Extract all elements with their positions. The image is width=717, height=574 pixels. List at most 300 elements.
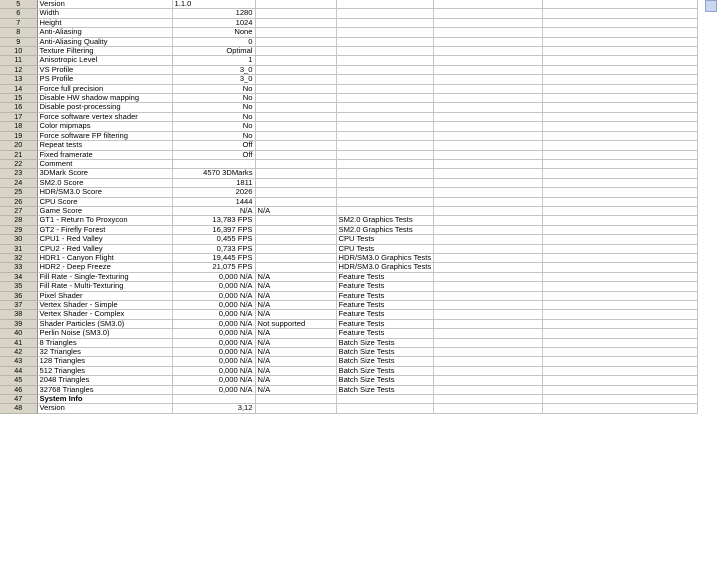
cell-label[interactable]: Pixel Shader [37,291,172,300]
row-header[interactable]: 12 [0,65,37,74]
cell-empty[interactable] [434,37,543,46]
row-header[interactable]: 17 [0,112,37,121]
cell-value[interactable]: 0,000 N/A [172,348,255,357]
cell-extra[interactable] [255,404,336,413]
row-header[interactable]: 44 [0,366,37,375]
cell-value[interactable]: No [172,112,255,121]
cell-extra[interactable]: N/A [255,272,336,281]
cell-empty[interactable] [434,225,543,234]
cell-group[interactable] [336,197,434,206]
cell-empty[interactable] [543,178,698,187]
cell-extra[interactable] [255,94,336,103]
cell-value[interactable]: 0,000 N/A [172,301,255,310]
row-header[interactable]: 37 [0,301,37,310]
cell-extra[interactable] [255,65,336,74]
cell-value[interactable]: 3_0 [172,75,255,84]
cell-empty[interactable] [543,141,698,150]
cell-label[interactable]: SM2.0 Score [37,178,172,187]
cell-empty[interactable] [434,131,543,140]
cell-value[interactable]: 0,000 N/A [172,376,255,385]
cell-group[interactable] [336,56,434,65]
cell-extra[interactable] [255,37,336,46]
cell-empty[interactable] [543,122,698,131]
cell-empty[interactable] [543,112,698,121]
row-header[interactable]: 18 [0,122,37,131]
cell-value[interactable]: No [172,103,255,112]
cell-value[interactable]: 0,000 N/A [172,338,255,347]
cell-value[interactable]: 0,000 N/A [172,329,255,338]
cell-empty[interactable] [434,301,543,310]
cell-empty[interactable] [543,282,698,291]
cell-empty[interactable] [434,197,543,206]
row-header[interactable]: 10 [0,47,37,56]
cell-label[interactable]: CPU1 - Red Valley [37,235,172,244]
cell-label[interactable]: Repeat tests [37,141,172,150]
cell-empty[interactable] [543,263,698,272]
cell-label[interactable]: 3DMark Score [37,169,172,178]
row-header[interactable]: 8 [0,28,37,37]
cell-group[interactable] [336,404,434,413]
row-header[interactable]: 47 [0,395,37,404]
cell-value[interactable]: No [172,84,255,93]
cell-value[interactable]: 3_0 [172,65,255,74]
cell-group[interactable]: Batch Size Tests [336,376,434,385]
cell-empty[interactable] [543,28,698,37]
cell-group[interactable]: Batch Size Tests [336,348,434,357]
cell-empty[interactable] [434,178,543,187]
cell-label[interactable]: GT2 - Firefly Forest [37,225,172,234]
cell-empty[interactable] [434,253,543,262]
cell-label[interactable]: System Info [37,395,172,404]
row-header[interactable]: 26 [0,197,37,206]
cell-group[interactable] [336,37,434,46]
cell-value[interactable]: 0,000 N/A [172,272,255,281]
cell-empty[interactable] [543,310,698,319]
cell-extra[interactable]: N/A [255,376,336,385]
cell-empty[interactable] [434,103,543,112]
cell-label[interactable]: Anti-Aliasing Quality [37,37,172,46]
cell-empty[interactable] [543,131,698,140]
cell-empty[interactable] [434,94,543,103]
cell-group[interactable]: Feature Tests [336,329,434,338]
cell-group[interactable]: Batch Size Tests [336,338,434,347]
cell-group[interactable] [336,178,434,187]
row-header[interactable]: 21 [0,150,37,159]
cell-value[interactable]: None [172,28,255,37]
cell-group[interactable] [336,395,434,404]
cell-extra[interactable] [255,263,336,272]
cell-value[interactable]: No [172,131,255,140]
cell-empty[interactable] [543,103,698,112]
cell-empty[interactable] [434,310,543,319]
cell-value[interactable]: 19,445 FPS [172,253,255,262]
cell-value[interactable]: 4570 3DMarks [172,169,255,178]
cell-group[interactable]: HDR/SM3.0 Graphics Tests [336,253,434,262]
row-header[interactable]: 40 [0,329,37,338]
cell-group[interactable]: SM2.0 Graphics Tests [336,225,434,234]
cell-empty[interactable] [543,169,698,178]
cell-extra[interactable] [255,0,336,9]
vertical-scrollbar-thumb[interactable] [705,0,717,12]
cell-value[interactable]: 0,000 N/A [172,357,255,366]
cell-empty[interactable] [434,216,543,225]
cell-extra[interactable]: N/A [255,329,336,338]
cell-label[interactable]: VS Profile [37,65,172,74]
cell-extra[interactable] [255,131,336,140]
cell-value[interactable]: Off [172,150,255,159]
cell-value[interactable]: N/A [172,206,255,215]
cell-group[interactable]: Feature Tests [336,291,434,300]
cell-empty[interactable] [434,235,543,244]
cell-extra[interactable] [255,9,336,18]
cell-empty[interactable] [543,319,698,328]
cell-extra[interactable] [255,178,336,187]
cell-label[interactable]: Fill Rate - Multi-Texturing [37,282,172,291]
cell-empty[interactable] [543,338,698,347]
cell-label[interactable]: 32768 Triangles [37,385,172,394]
row-header[interactable]: 46 [0,385,37,394]
cell-label[interactable]: 2048 Triangles [37,376,172,385]
cell-empty[interactable] [543,56,698,65]
cell-empty[interactable] [434,319,543,328]
row-header[interactable]: 20 [0,141,37,150]
cell-extra[interactable] [255,141,336,150]
cell-empty[interactable] [543,404,698,413]
cell-group[interactable]: Batch Size Tests [336,366,434,375]
row-header[interactable]: 15 [0,94,37,103]
cell-empty[interactable] [434,188,543,197]
cell-group[interactable] [336,150,434,159]
cell-empty[interactable] [543,9,698,18]
cell-empty[interactable] [434,244,543,253]
cell-group[interactable] [336,47,434,56]
cell-value[interactable]: 0,000 N/A [172,282,255,291]
cell-empty[interactable] [543,395,698,404]
cell-empty[interactable] [434,282,543,291]
cell-label[interactable]: Anti-Aliasing [37,28,172,37]
cell-group[interactable] [336,84,434,93]
cell-group[interactable]: Feature Tests [336,301,434,310]
cell-extra[interactable] [255,103,336,112]
row-header[interactable]: 33 [0,263,37,272]
cell-empty[interactable] [434,150,543,159]
row-header[interactable]: 43 [0,357,37,366]
cell-extra[interactable] [255,159,336,168]
cell-label[interactable]: Fill Rate - Single-Texturing [37,272,172,281]
cell-empty[interactable] [543,272,698,281]
cell-extra[interactable] [255,235,336,244]
cell-label[interactable]: 512 Triangles [37,366,172,375]
cell-label[interactable]: 8 Triangles [37,338,172,347]
cell-extra[interactable] [255,18,336,27]
cell-value[interactable]: 1 [172,56,255,65]
cell-empty[interactable] [434,348,543,357]
cell-label[interactable]: CPU2 - Red Valley [37,244,172,253]
cell-value[interactable]: 1280 [172,9,255,18]
row-header[interactable]: 5 [0,0,37,9]
row-header[interactable]: 24 [0,178,37,187]
cell-value[interactable]: 0 [172,37,255,46]
cell-empty[interactable] [434,84,543,93]
cell-group[interactable]: Feature Tests [336,272,434,281]
cell-extra[interactable] [255,188,336,197]
cell-value[interactable]: 0,455 FPS [172,235,255,244]
cell-empty[interactable] [434,75,543,84]
cell-value[interactable]: 13,783 FPS [172,216,255,225]
cell-empty[interactable] [434,385,543,394]
cell-empty[interactable] [434,272,543,281]
row-header[interactable]: 35 [0,282,37,291]
cell-empty[interactable] [434,47,543,56]
cell-extra[interactable]: N/A [255,357,336,366]
cell-group[interactable] [336,188,434,197]
cell-extra[interactable] [255,216,336,225]
cell-extra[interactable] [255,47,336,56]
cell-empty[interactable] [543,94,698,103]
row-header[interactable]: 7 [0,18,37,27]
cell-label[interactable]: HDR/SM3.0 Score [37,188,172,197]
cell-empty[interactable] [543,159,698,168]
cell-value[interactable]: 21,075 FPS [172,263,255,272]
cell-extra[interactable] [255,75,336,84]
cell-empty[interactable] [434,18,543,27]
cell-empty[interactable] [434,366,543,375]
cell-group[interactable]: HDR/SM3.0 Graphics Tests [336,263,434,272]
cell-empty[interactable] [434,338,543,347]
cell-extra[interactable]: N/A [255,206,336,215]
cell-label[interactable]: 32 Triangles [37,348,172,357]
cell-extra[interactable] [255,112,336,121]
row-header[interactable]: 41 [0,338,37,347]
cell-label[interactable]: Vertex Shader - Complex [37,310,172,319]
row-header[interactable]: 48 [0,404,37,413]
cell-extra[interactable]: N/A [255,291,336,300]
cell-label[interactable]: Disable post-processing [37,103,172,112]
cell-extra[interactable]: N/A [255,310,336,319]
row-header[interactable]: 34 [0,272,37,281]
cell-empty[interactable] [543,329,698,338]
cell-group[interactable]: CPU Tests [336,244,434,253]
row-header[interactable]: 28 [0,216,37,225]
cell-label[interactable]: Game Score [37,206,172,215]
cell-empty[interactable] [434,395,543,404]
cell-value[interactable]: 1811 [172,178,255,187]
cell-label[interactable]: Force full precision [37,84,172,93]
cell-label[interactable]: Comment [37,159,172,168]
cell-empty[interactable] [543,65,698,74]
cell-empty[interactable] [434,28,543,37]
cell-extra[interactable] [255,84,336,93]
cell-empty[interactable] [543,18,698,27]
cell-label[interactable]: Shader Particles (SM3.0) [37,319,172,328]
cell-empty[interactable] [543,84,698,93]
cell-empty[interactable] [543,253,698,262]
cell-empty[interactable] [543,366,698,375]
cell-value[interactable]: 0,733 FPS [172,244,255,253]
cell-extra[interactable]: N/A [255,338,336,347]
cell-group[interactable] [336,141,434,150]
cell-value[interactable]: 0,000 N/A [172,319,255,328]
cell-label[interactable]: Perlin Noise (SM3.0) [37,329,172,338]
cell-group[interactable] [336,112,434,121]
cell-extra[interactable] [255,28,336,37]
cell-group[interactable] [336,0,434,9]
row-header[interactable]: 23 [0,169,37,178]
cell-extra[interactable] [255,244,336,253]
cell-label[interactable]: Fixed framerate [37,150,172,159]
cell-value[interactable]: No [172,94,255,103]
cell-empty[interactable] [543,301,698,310]
cell-label[interactable]: PS Profile [37,75,172,84]
cell-empty[interactable] [543,357,698,366]
cell-extra[interactable] [255,122,336,131]
cell-empty[interactable] [543,75,698,84]
cell-value[interactable]: 0,000 N/A [172,310,255,319]
cell-label[interactable]: Version [37,404,172,413]
cell-extra[interactable] [255,169,336,178]
cell-value[interactable]: No [172,122,255,131]
cell-label[interactable]: Disable HW shadow mapping [37,94,172,103]
row-header[interactable]: 30 [0,235,37,244]
cell-group[interactable] [336,65,434,74]
row-header[interactable]: 38 [0,310,37,319]
row-header[interactable]: 32 [0,253,37,262]
cell-empty[interactable] [543,291,698,300]
cell-group[interactable]: CPU Tests [336,235,434,244]
cell-value[interactable]: 0,000 N/A [172,291,255,300]
row-header[interactable]: 36 [0,291,37,300]
cell-label[interactable]: CPU Score [37,197,172,206]
cell-group[interactable]: SM2.0 Graphics Tests [336,216,434,225]
row-header[interactable]: 39 [0,319,37,328]
cell-group[interactable] [336,131,434,140]
cell-empty[interactable] [434,141,543,150]
cell-empty[interactable] [543,0,698,9]
cell-group[interactable]: Batch Size Tests [336,357,434,366]
cell-extra[interactable]: N/A [255,348,336,357]
cell-empty[interactable] [434,263,543,272]
cell-group[interactable] [336,9,434,18]
row-header[interactable]: 22 [0,159,37,168]
cell-value[interactable]: 1024 [172,18,255,27]
row-header[interactable]: 25 [0,188,37,197]
cell-empty[interactable] [434,65,543,74]
cell-label[interactable]: Color mipmaps [37,122,172,131]
cell-label[interactable]: Texture Filtering [37,47,172,56]
cell-empty[interactable] [543,150,698,159]
cell-value[interactable]: 0,000 N/A [172,385,255,394]
cell-empty[interactable] [543,188,698,197]
cell-value[interactable]: 16,397 FPS [172,225,255,234]
cell-group[interactable] [336,94,434,103]
row-header[interactable]: 19 [0,131,37,140]
cell-label[interactable]: GT1 - Return To Proxycon [37,216,172,225]
row-header[interactable]: 14 [0,84,37,93]
cell-empty[interactable] [434,404,543,413]
row-header[interactable]: 29 [0,225,37,234]
cell-empty[interactable] [543,37,698,46]
cell-value[interactable]: 1444 [172,197,255,206]
cell-label[interactable]: Vertex Shader - Simple [37,301,172,310]
cell-extra[interactable]: N/A [255,301,336,310]
row-header[interactable]: 31 [0,244,37,253]
cell-extra[interactable] [255,253,336,262]
cell-group[interactable] [336,18,434,27]
cell-extra[interactable]: N/A [255,282,336,291]
cell-value[interactable]: Off [172,141,255,150]
cell-empty[interactable] [543,244,698,253]
row-header[interactable]: 6 [0,9,37,18]
cell-value[interactable]: 2026 [172,188,255,197]
cell-empty[interactable] [434,9,543,18]
cell-label[interactable]: HDR2 - Deep Freeze [37,263,172,272]
cell-empty[interactable] [543,348,698,357]
cell-label[interactable]: Force software FP filtering [37,131,172,140]
cell-empty[interactable] [543,216,698,225]
cell-empty[interactable] [434,56,543,65]
cell-value[interactable]: 0,000 N/A [172,366,255,375]
row-header[interactable]: 16 [0,103,37,112]
cell-empty[interactable] [434,0,543,9]
cell-extra[interactable]: N/A [255,385,336,394]
cell-value[interactable]: 3,12 [172,404,255,413]
cell-group[interactable]: Feature Tests [336,310,434,319]
cell-label[interactable]: 128 Triangles [37,357,172,366]
cell-empty[interactable] [434,329,543,338]
cell-extra[interactable] [255,150,336,159]
cell-label[interactable]: Width [37,9,172,18]
cell-group[interactable] [336,122,434,131]
cell-label[interactable]: HDR1 - Canyon Flight [37,253,172,262]
cell-empty[interactable] [434,112,543,121]
row-header[interactable]: 9 [0,37,37,46]
cell-empty[interactable] [434,357,543,366]
cell-empty[interactable] [543,47,698,56]
cell-extra[interactable]: N/A [255,366,336,375]
cell-empty[interactable] [434,122,543,131]
cell-empty[interactable] [543,225,698,234]
cell-value[interactable]: 1.1.0 [172,0,255,9]
cell-empty[interactable] [434,376,543,385]
cell-group[interactable] [336,28,434,37]
cell-empty[interactable] [543,206,698,215]
row-header[interactable]: 13 [0,75,37,84]
cell-label[interactable]: Version [37,0,172,9]
row-header[interactable]: 42 [0,348,37,357]
cell-empty[interactable] [434,159,543,168]
cell-group[interactable] [336,75,434,84]
row-header[interactable]: 11 [0,56,37,65]
cell-extra[interactable] [255,225,336,234]
cell-group[interactable]: Feature Tests [336,282,434,291]
cell-extra[interactable]: Not supported [255,319,336,328]
cell-extra[interactable] [255,56,336,65]
cell-empty[interactable] [434,206,543,215]
cell-empty[interactable] [543,197,698,206]
cell-label[interactable]: Height [37,18,172,27]
cell-value[interactable]: Optimal [172,47,255,56]
cell-group[interactable]: Batch Size Tests [336,385,434,394]
cell-empty[interactable] [434,169,543,178]
cell-group[interactable] [336,103,434,112]
cell-label[interactable]: Anisotropic Level [37,56,172,65]
cell-empty[interactable] [543,376,698,385]
cell-label[interactable]: Force software vertex shader [37,112,172,121]
cell-empty[interactable] [543,235,698,244]
cell-extra[interactable] [255,395,336,404]
cell-group[interactable] [336,159,434,168]
row-header[interactable]: 27 [0,206,37,215]
